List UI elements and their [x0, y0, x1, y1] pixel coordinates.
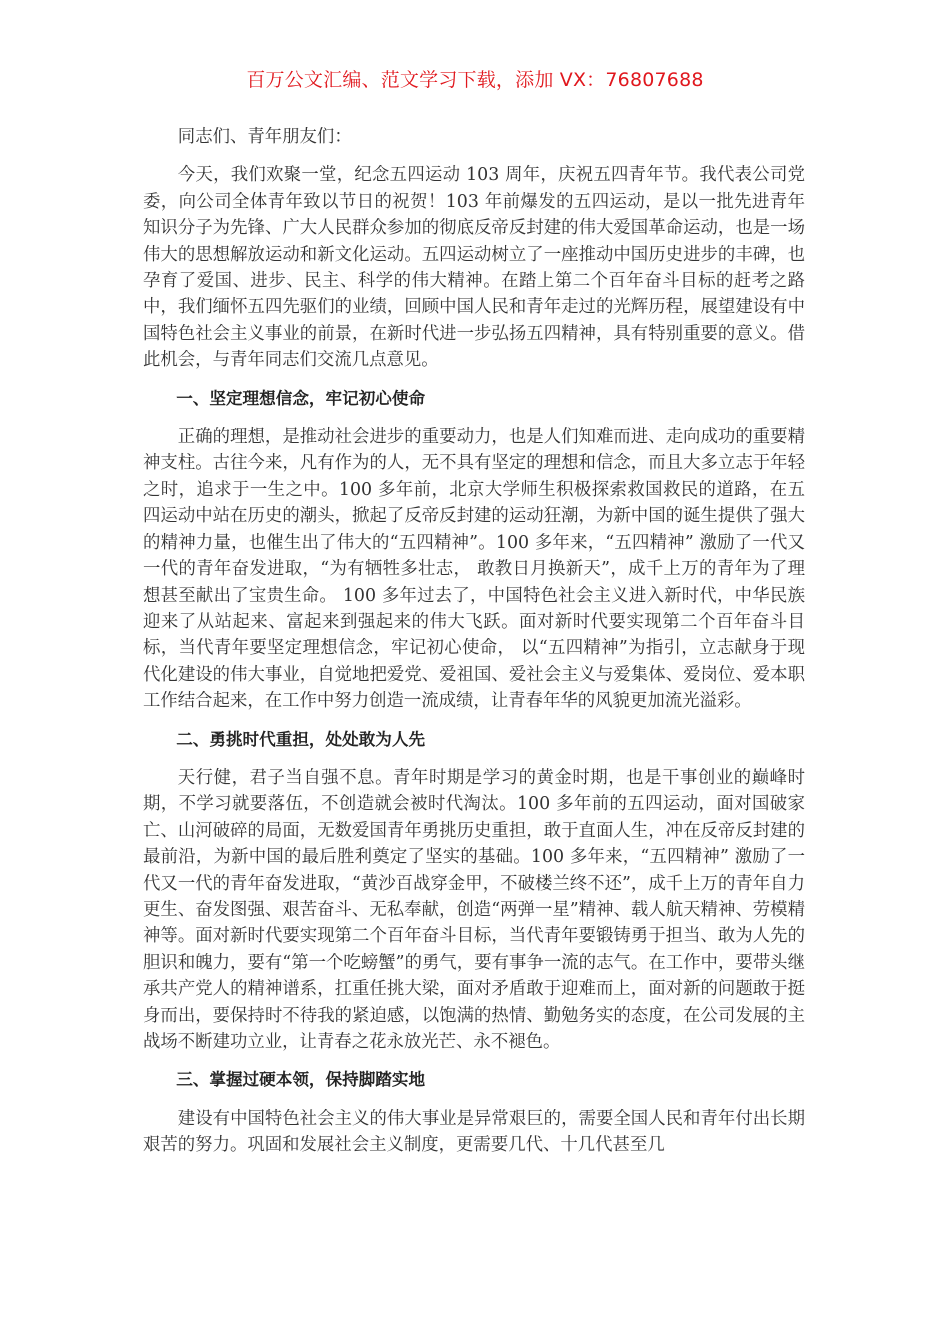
document-body: [143, 124, 805, 1159]
section-heading-2: 二、勇挑时代重担，处处敢为人先: [176, 729, 426, 749]
intro-paragraph: 今天，我们欢聚一堂，纪念五四运动 103 周年，庆祝五四青年节。我代表公司党委，向公司全体青年致以节日的祝贺！103 年前爆发的五四运动，是以一批先进青年知识分子为先锋、广大人民群众参加的彻底反帝反封建的伟大爱国革命运动，也是一场伟大的思想解放运动和新文化运动。五四运动树立了一座推动中国历史进步的丰碑，也孕育了爱国、进步、民主、科学的伟大精神。在踏上第二个百年奋斗目标的赶考之路中，我们缅怀五四先驱们的业绩，回顾中国人民和青年走过的光辉历程，展望建设有中国特色社会主义事业的前景，在新时代进一步弘扬五四精神，具有特别重要的意义。借此机会，与青年同志们交流几点意见。: [143, 165, 805, 371]
section-body-1: 正确的理想，是推动社会进步的重要动力，也是人们知难而进、走向成功的重要精神支柱。古往今来，凡有作为的人，无不具有坚定的理想和信念，而且大多立志于年轻之时，追求于一生之中。100 多年前，北京大学师生积极探索救国救民的道路，在五四运动中站在历史的潮头，掀起了反帝反封建的运动狂潮，为新中国的诞生提供了强大的精神力量，也催生出了伟大的“五四精神”。100 多年来，“五四精神” 激励了一代又一代的青年奋发进取，“为有牺牲多壮志， 敢教日月换新天”，成千上万的青年为了理想甚至献出了宝贵生命。 100 多年过去了，中国特色社会主义进入新时代，中华民族迎来了从站起来、富起来到强起来的伟大飞跃。面对新时代要实现第二个百年奋斗目标，当代青年要坚定理想信念，牢记初心使命， 以“五四精神”为指引，立志献身于现代化建设的伟大事业，自觉地把爱党、爱祖国、爱社会主义与爱集体、爱岗位、爱本职工作结合起来，在工作中努力创造一流成绩，让青春年华的风貌更加流光溢彩。: [143, 427, 805, 712]
section-body-2: 天行健，君子当自强不息。青年时期是学习的黄金时期，也是干事创业的巅峰时期，不学习就要落伍，不创造就会被时代淘汰。100 多年前的五四运动，面对国破家亡、山河破碎的局面，无数爱国青年勇挑历史重担，敢于直面人生，冲在反帝反封建的最前沿，为新中国的最后胜利奠定了坚实的基础。100 多年来，“五四精神” 激励了一代又一代的青年奋发进取，“黄沙百战穿金甲，不破楼兰终不还”，成千上万的青年自力更生、奋发图强、艰苦奋斗、无私奉献，创造“两弹一星”精神、载人航天精神、劳模精神等。面对新时代要实现第二个百年奋斗目标，当代青年要锻铸勇于担当、敢为人先的胆识和魄力，要有“第一个吃螃蟹”的勇气，要有事争一流的志气。在工作中，要带头继承共产党人的精神谱系，扛重任挑大梁，面对矛盾敢于迎难而上，面对新的问题敢于挺身而出，要保持时不待我的紧迫感，以饱满的热情、勤勉务实的态度，在公司发展的主战场不断建功立业，让青春之花永放光芒、永不褪色。: [143, 767, 805, 1052]
section-heading-1: 一、坚定理想信念，牢记初心使命: [176, 388, 426, 408]
download-banner: 百万公文汇编、范文学习下载，添加 VX：76807688: [246, 69, 704, 91]
salutation: 同志们、青年朋友们：: [177, 127, 352, 147]
section-body-3: 建设有中国特色社会主义的伟大事业是异常艰巨的，需要全国人民和青年付出长期艰苦的努力。巩固和发展社会主义制度，更需要几代、十几代甚至几: [143, 1108, 805, 1156]
section-heading-3: 三、掌握过硬本领，保持脚踏实地: [176, 1070, 426, 1090]
